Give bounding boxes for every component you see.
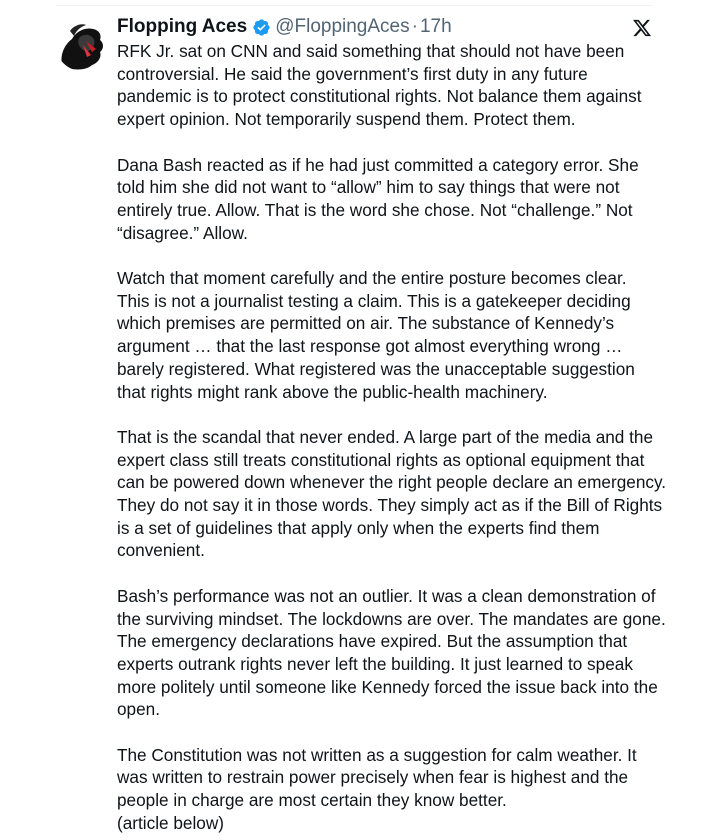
text-line: RFK Jr. sat on CNN and said something that should not have been [117, 41, 625, 61]
handle[interactable]: @FloppingAces [275, 16, 410, 37]
text-line: controversial. He said the government’s first duty in any future [117, 63, 588, 84]
paragraph-1 [117, 40, 677, 131]
text-line: “disagree.” Allow. [117, 222, 248, 243]
text-line: the surviving mindset. The lockdowns are over. The mandates are gone. [117, 608, 666, 629]
timestamp[interactable]: 17h [419, 16, 452, 37]
text-line: The emergency declarations have expired. But the assumption that [117, 631, 628, 652]
paragraph-3 [117, 267, 677, 403]
tweet-text [117, 40, 677, 835]
text-line: barely registered. What registered was the unacceptable suggestion [117, 358, 635, 379]
paragraph-6 [117, 744, 677, 835]
text-line: The Constitution was not written as a suggestion for calm weather. It [117, 744, 637, 765]
separator-dot: · [411, 16, 418, 37]
text-line: pandemic is to protect constitutional rights. Not balance them against [117, 86, 642, 107]
display-name[interactable]: Flopping Aces [117, 16, 248, 37]
avatar-image [56, 19, 108, 71]
x-logo-icon[interactable] [632, 18, 652, 38]
text-line: convenient. [117, 540, 205, 561]
avatar[interactable] [56, 19, 108, 71]
text-line: was written to restrain power precisely when fear is highest and the [117, 767, 629, 788]
text-line: more politely until someone like Kennedy forced the issue back into the [117, 676, 658, 697]
text-line: argument … that the last response got almost everything wrong … [117, 336, 623, 357]
text-line: That is the scandal that never ended. A large part of the media and the [117, 426, 654, 447]
text-line: open. [117, 699, 161, 720]
text-line: is a set of guidelines that apply only when the experts find them [117, 517, 600, 538]
paragraph-2 [117, 154, 677, 245]
text-line: They do not say it in those words. They simply act as if the Bill of Rights [117, 495, 663, 516]
text-line: Dana Bash reacted as if he had just committed a category error. She [117, 154, 639, 175]
article-below-note: (article below) [117, 812, 224, 833]
text-line: Watch that moment carefully and the entire posture becomes clear. [117, 268, 627, 288]
verified-badge-icon [252, 18, 271, 37]
paragraph-5 [117, 585, 677, 721]
text-line: people in charge are most certain they know better. [117, 790, 507, 811]
text-line: that rights might rank above the public-health machinery. [117, 381, 548, 402]
tweet-header [117, 15, 452, 39]
paragraph-4 [117, 426, 677, 562]
text-line: can be powered down whenever the right people declare an emergency. [117, 472, 667, 493]
text-line: entirely true. Allow. That is the word she chose. Not “challenge.” Not [117, 199, 633, 220]
text-line: This is not a journalist testing a claim. This is a gatekeeper deciding [117, 290, 631, 311]
text-line: experts outrank rights never left the building. It just learned to speak [117, 653, 633, 674]
text-line: told him she did not want to “allow” him to say things that were not [117, 177, 620, 198]
text-line: Bash’s performance was not an outlier. It was a clean demonstration of [117, 585, 656, 606]
text-line: which premises are permitted on air. The substance of Kennedy’s [117, 313, 615, 334]
text-line: expert opinion. Not temporarily suspend them. Protect them. [117, 109, 576, 130]
text-line: expert class still treats constitutional rights as optional equipment that [117, 449, 645, 470]
